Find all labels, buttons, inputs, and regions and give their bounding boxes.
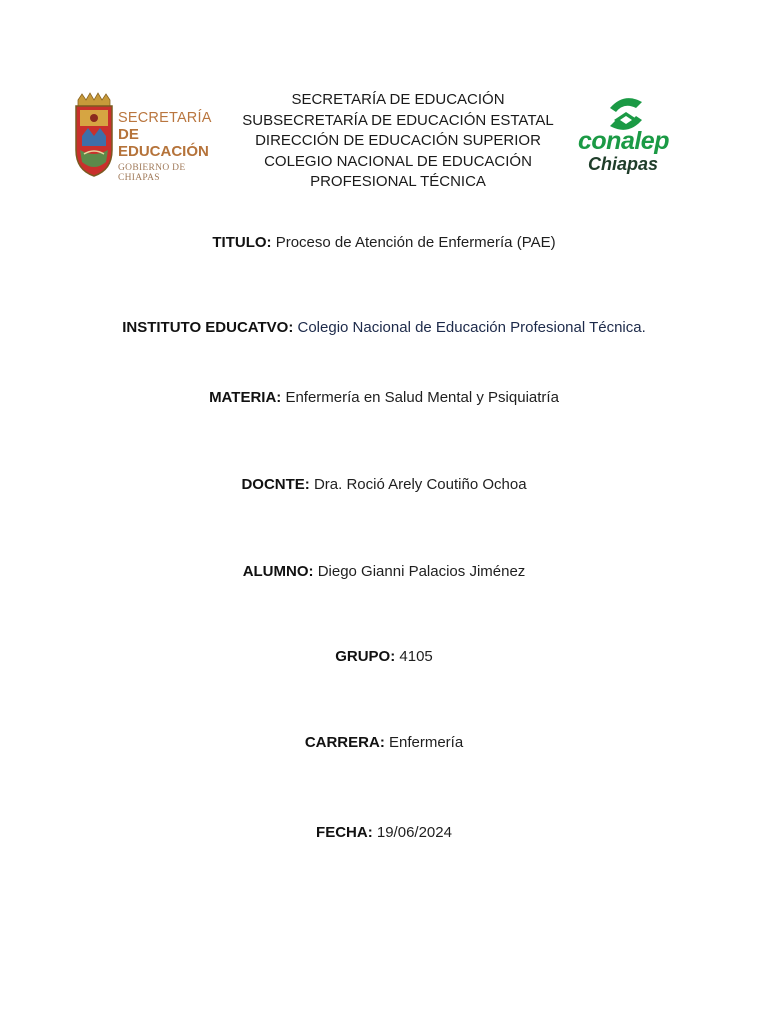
chiapas-coat-of-arms-icon	[72, 92, 116, 178]
docente-label: DOCNTE:	[241, 476, 310, 493]
fecha-label: FECHA:	[316, 824, 373, 841]
carrera-value: Enfermería	[388, 734, 464, 751]
titulo-field	[0, 234, 768, 252]
carrera-field	[0, 734, 768, 752]
logo-conalep-text: conalep	[578, 127, 669, 155]
grupo-label: GRUPO:	[335, 648, 396, 665]
logo-chiapas-text: Chiapas	[588, 154, 659, 174]
docente-value: Dra. Roció Arely Coutiño Ochoa	[313, 476, 527, 493]
fecha-value: 19/06/2024	[376, 824, 452, 841]
conalep-chiapas-logo	[576, 94, 680, 180]
logo-secretaria-text: SECRETARÍA	[118, 110, 212, 126]
logo-de-educacion-text: DE EDUCACIÓN	[118, 126, 209, 160]
grupo-field	[0, 648, 768, 666]
alumno-field	[0, 563, 768, 581]
header-line-colegio: COLEGIO NACIONAL DE EDUCACIÓN	[264, 152, 532, 170]
fecha-field	[0, 824, 768, 842]
grupo-value: 4105	[399, 648, 433, 665]
header-line-profesional: PROFESIONAL TÉCNICA	[310, 173, 486, 190]
materia-value: Enfermería en Salud Mental y Psiquiatría	[285, 389, 559, 406]
logo-gobierno-chiapas-text: GOBIERNO DE CHIAPAS	[118, 163, 186, 183]
instituto-value: Colegio Nacional de Educación Profesional Técnica.	[297, 319, 646, 336]
materia-label: MATERIA:	[209, 389, 282, 406]
header-line-direccion: DIRECCIÓN DE EDUCACIÓN SUPERIOR	[255, 132, 541, 149]
titulo-label: TITULO:	[212, 234, 272, 251]
header-line-secretaria: SECRETARÍA DE EDUCACIÓN	[291, 91, 505, 108]
instituto-field	[0, 319, 768, 337]
docente-field	[0, 476, 768, 494]
carrera-label: CARRERA:	[304, 734, 385, 751]
alumno-value: Diego Gianni Palacios Jiménez	[317, 563, 526, 580]
institution-header	[238, 90, 558, 193]
header-line-subsecretaria: SUBSECRETARÍA DE EDUCACIÓN ESTATAL	[242, 111, 554, 129]
titulo-value: Proceso de Atención de Enfermería (PAE)	[275, 234, 556, 251]
alumno-label: ALUMNO:	[242, 563, 314, 580]
instituto-label: INSTITUTO EDUCATVO:	[122, 319, 294, 336]
secretaria-educacion-logo	[72, 92, 224, 183]
materia-field	[0, 389, 768, 407]
